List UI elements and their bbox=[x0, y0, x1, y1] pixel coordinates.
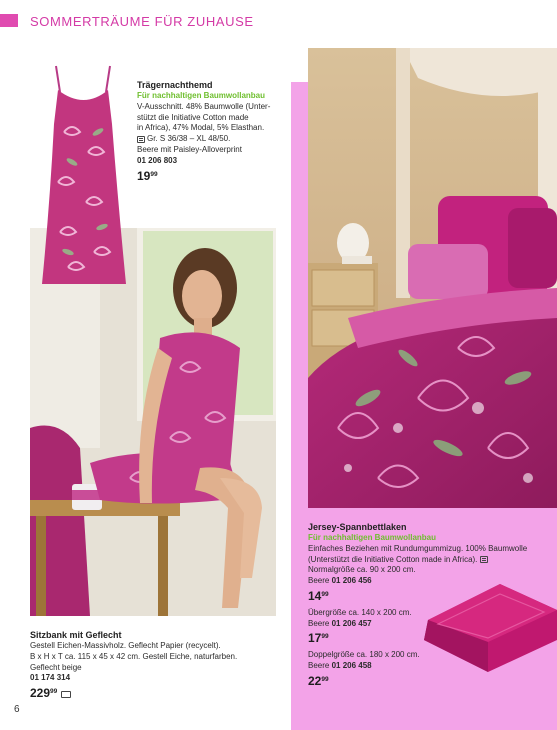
sheet-double-color: Beere bbox=[308, 660, 330, 670]
sheet-title: Jersey-Spannbettlaken bbox=[308, 522, 407, 532]
bench-price-main: 229 bbox=[30, 686, 51, 701]
nightdress-article-number: 01 206 803 bbox=[137, 155, 178, 165]
bench-article-number: 01 174 314 bbox=[30, 673, 71, 683]
nightdress-line-1: V-Ausschnitt. 48% Baumwolle (Unter- bbox=[137, 101, 271, 111]
sheet-normal-price-main: 14 bbox=[308, 588, 322, 603]
bedroom-photo bbox=[308, 48, 557, 508]
nightdress-sizes: Gr. S 36/38 – XL 48/50. bbox=[147, 134, 231, 144]
nightdress-product-photo bbox=[38, 62, 130, 290]
bench-line-2: B x H x T ca. 115 x 45 x 42 cm. Gestell Eiche, naturfarben. bbox=[30, 651, 238, 661]
nightdress-price-cents: 99 bbox=[150, 170, 158, 178]
sheet-double-color-row bbox=[308, 661, 557, 672]
sheet-over-size: Übergröße ca. 140 x 200 cm. bbox=[308, 607, 412, 617]
sheet-double-article: 01 206 458 bbox=[331, 660, 372, 670]
sheet-double-price bbox=[308, 673, 557, 688]
sheet-double-price-cents: 99 bbox=[321, 675, 329, 683]
sheet-normal-price-cents: 99 bbox=[321, 590, 329, 598]
sheet-double-price-main: 22 bbox=[308, 673, 322, 688]
sheet-eco-label: Für nachhaltigen Baumwollanbau bbox=[308, 533, 437, 542]
sheet-over-color-row bbox=[308, 619, 557, 630]
bench-title: Sitzbank mit Geflecht bbox=[30, 630, 122, 640]
sheet-over-article: 01 206 457 bbox=[331, 618, 372, 628]
nightdress-description bbox=[137, 80, 287, 181]
header-accent-bar bbox=[0, 14, 18, 27]
bench-line-1: Gestell Eichen-Massivholz. Geflecht Papier (recycelt). bbox=[30, 641, 221, 650]
sheet-normal-color: Beere bbox=[308, 576, 330, 586]
nightdress-price bbox=[137, 168, 287, 183]
nightdress-color: Beere mit Paisley-Alloverprint bbox=[137, 144, 242, 154]
wash-symbol-icon bbox=[480, 556, 488, 563]
wash-symbol-icon bbox=[137, 136, 145, 143]
sheet-line-2-row bbox=[308, 555, 557, 566]
sheet-normal-article: 01 206 456 bbox=[331, 576, 372, 586]
sheet-line-2: (Unterstützt die Initiative Cotton made in Africa). bbox=[308, 554, 478, 564]
nightdress-eco-label: Für nachhaltigen Baumwollanbau bbox=[137, 91, 266, 100]
sheet-normal-color-row bbox=[308, 576, 557, 587]
nightdress-line-3: in Africa), 47% Modal, 5% Elasthan. bbox=[137, 123, 265, 133]
sheet-double-size: Doppelgröße ca. 180 x 200 cm. bbox=[308, 650, 420, 660]
bench-line-3: Geflecht beige bbox=[30, 662, 82, 672]
nightdress-price-main: 19 bbox=[137, 168, 151, 183]
nightdress-line-2: stützt die Initiative Cotton made bbox=[137, 112, 249, 122]
bench-description bbox=[30, 630, 280, 699]
page-number: 6 bbox=[14, 704, 20, 715]
sheet-normal-price bbox=[308, 588, 557, 603]
page-header-title: SOMMERTRÄUME FÜR ZUHAUSE bbox=[30, 14, 254, 29]
sheet-normal-size: Normalgröße ca. 90 x 200 cm. bbox=[308, 565, 416, 575]
nightdress-sizes-row bbox=[137, 134, 287, 145]
sheet-over-price bbox=[308, 633, 557, 644]
sheet-over-price-cents: 99 bbox=[321, 633, 329, 641]
bench-price bbox=[30, 688, 280, 699]
sheet-over-color: Beere bbox=[308, 618, 330, 628]
bench-price-cents: 99 bbox=[50, 688, 58, 696]
delivery-truck-icon bbox=[61, 691, 71, 698]
nightdress-title: Trägernachthemd bbox=[137, 80, 213, 90]
sheet-over-price-main: 17 bbox=[308, 631, 322, 646]
sheet-description bbox=[308, 522, 557, 687]
sheet-line-1: Einfaches Beziehen mit Rundumgummizug. 100% Baumwolle bbox=[308, 543, 528, 553]
